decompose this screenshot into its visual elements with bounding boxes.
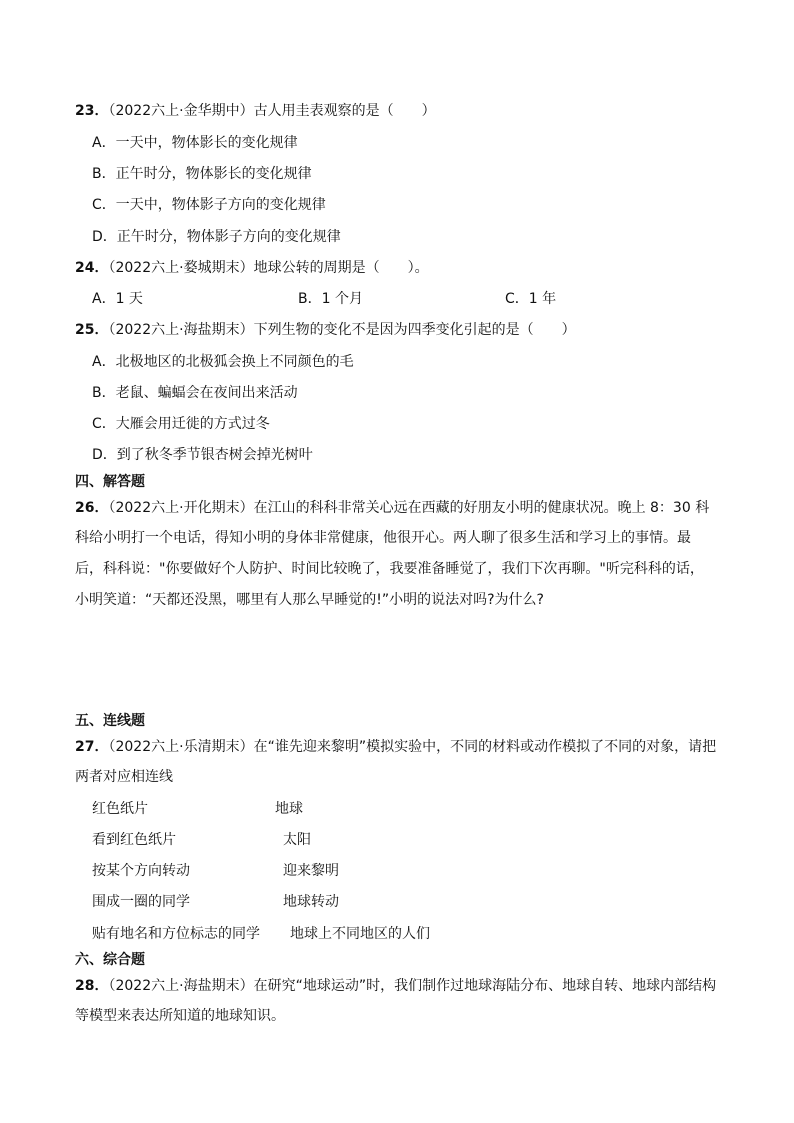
- match-left-item-4: 围成一圈的同学: [92, 894, 190, 910]
- question-26-line-1: [75, 498, 709, 518]
- match-right-item-5: 地球上不同地区的人们: [290, 926, 430, 942]
- match-right-item-1: 地球: [275, 801, 303, 817]
- question-number: 27．: [75, 739, 109, 755]
- question-number: 23．: [75, 103, 109, 119]
- question-number: 24．: [75, 260, 109, 276]
- match-right-item-4: 地球转动: [283, 894, 339, 910]
- question-source-tag: （2022六上·开化期末）: [108, 500, 254, 516]
- question-27-line-1: [75, 737, 716, 757]
- question-25-option-b: B．老鼠、蝙蝠会在夜间出来活动: [92, 385, 298, 401]
- question-26-line-2: 科给小明打一个电话，得知小明的身体非常健康，他很开心。两人聊了很多生活和学习上的事情。最: [75, 530, 691, 546]
- question-23-option-c: C．一天中，物体影子方向的变化规律: [92, 197, 326, 213]
- question-27-line-2: 两者对应相连线: [75, 769, 173, 785]
- question-24-option-a: A．1 天: [92, 291, 143, 307]
- question-text: 在江山的科科非常关心远在西藏的好朋友小明的健康状况。晚上 8：30 科: [253, 500, 710, 516]
- match-right-item-2: 太阳: [283, 832, 311, 848]
- question-source-tag: （2022六上·乐清期末）: [108, 739, 254, 755]
- question-26-line-4: 小明笑道：“天都还没黑，哪里有人那么早睡觉的!”小明的说法对吗?为什么?: [75, 592, 544, 608]
- match-left-item-3: 按某个方向转动: [92, 863, 190, 879]
- question-source-tag: （2022六上·金华期中）: [108, 103, 254, 119]
- section-heading-5: 五、连线题: [75, 713, 145, 729]
- question-24-option-b: B．1 个月: [298, 291, 363, 307]
- question-source-tag: （2022六上·海盐期末）: [108, 978, 254, 994]
- question-source-tag: （2022六上·海盐期末）: [108, 322, 254, 338]
- match-left-item-2: 看到红色纸片: [92, 832, 176, 848]
- question-25-stem: [75, 320, 576, 340]
- match-right-item-3: 迎来黎明: [283, 863, 339, 879]
- question-number: 28．: [75, 978, 109, 994]
- section-heading-4: 四、解答题: [75, 474, 145, 490]
- question-25-option-a: A．北极地区的北极狐会换上不同颜色的毛: [92, 354, 354, 370]
- question-text: 在研究“地球运动”时，我们制作过地球海陆分布、地球自转、地球内部结构: [253, 978, 717, 994]
- match-left-item-1: 红色纸片: [92, 801, 148, 817]
- question-24-stem: [75, 258, 429, 278]
- question-28-line-2: 等模型来表达所知道的地球知识。: [75, 1008, 285, 1024]
- question-text: 在“谁先迎来黎明”模拟实验中，不同的材料或动作模拟了不同的对象，请把: [253, 739, 717, 755]
- question-number: 26．: [75, 500, 109, 516]
- question-25-option-d: D．到了秋冬季节银杏树会掉光树叶: [92, 447, 313, 463]
- question-25-option-c: C．大雁会用迁徙的方式过冬: [92, 416, 270, 432]
- question-26-line-3: 后，科科说："你要做好个人防护、时间比较晚了，我要准备睡觉了，我们下次再聊。"听完科科的话，: [75, 561, 704, 577]
- question-23-stem: [75, 101, 436, 121]
- question-text: 古人用圭表观察的是（ ）: [253, 103, 436, 119]
- question-23-option-b: B．正午时分，物体影长的变化规律: [92, 166, 312, 182]
- question-text: 地球公转的周期是（ ）。: [253, 260, 429, 276]
- question-text: 下列生物的变化不是因为四季变化引起的是（ ）: [253, 322, 576, 338]
- question-number: 25．: [75, 322, 109, 338]
- section-heading-6: 六、综合题: [75, 952, 145, 968]
- question-28-line-1: [75, 976, 716, 996]
- question-24-option-c: C．1 年: [505, 291, 557, 307]
- question-23-option-d: D．正午时分，物体影子方向的变化规律: [92, 229, 341, 245]
- question-23-option-a: A．一天中，物体影长的变化规律: [92, 135, 298, 151]
- question-source-tag: （2022六上·婺城期末）: [108, 260, 254, 276]
- match-left-item-5: 贴有地名和方位标志的同学: [92, 926, 260, 942]
